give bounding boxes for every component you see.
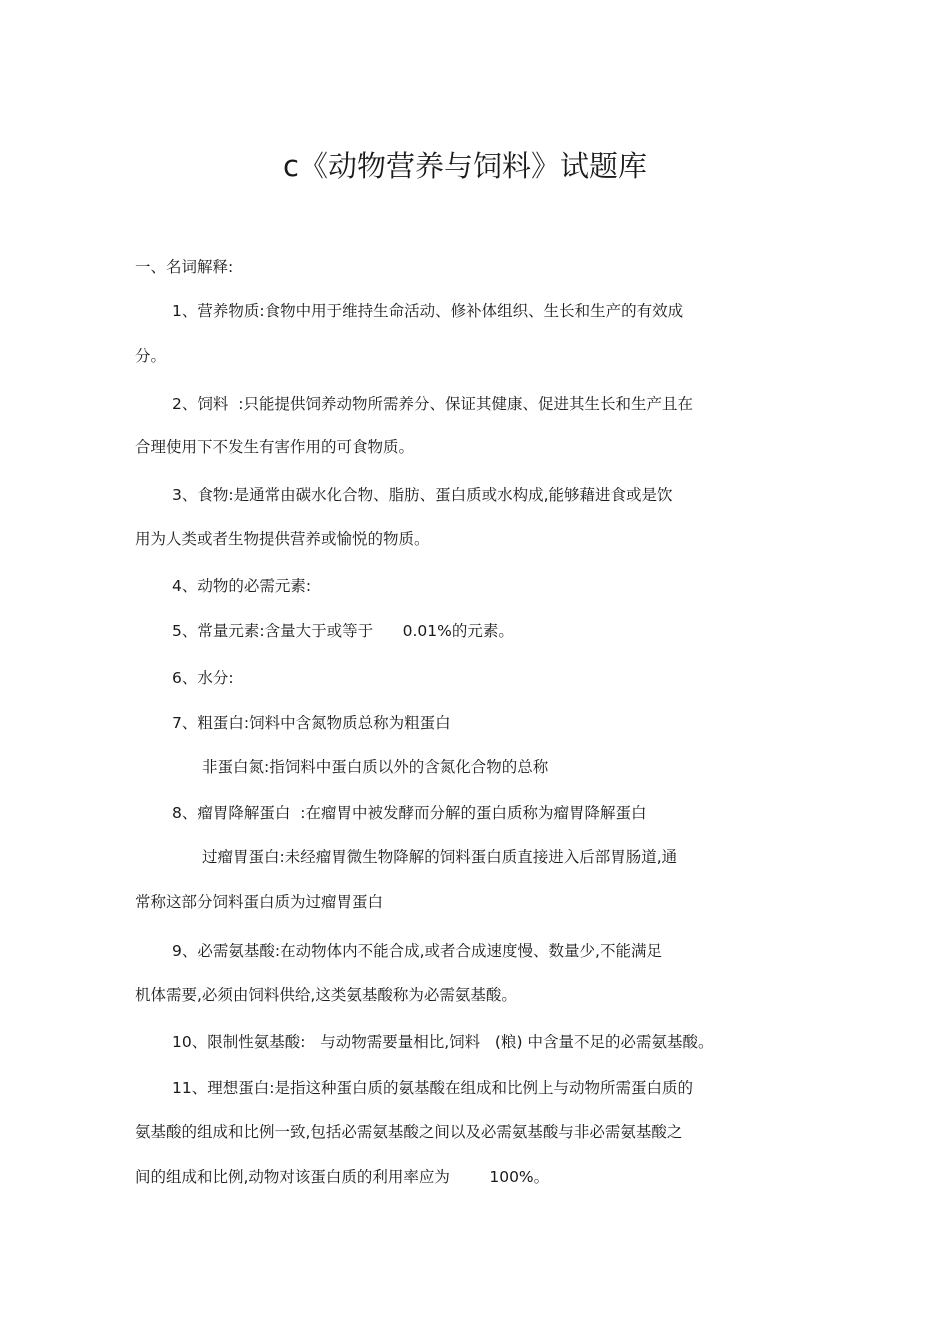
definition-line: 9、必需氨基酸:在动物体内不能合成,或者合成速度慢、数量少,不能满足 [172, 942, 662, 960]
definition-line: 分。 [135, 347, 167, 365]
definition-line: 氨基酸的组成和比例一致,包括必需氨基酸之间以及必需氨基酸与非必需氨基酸之 [135, 1123, 683, 1141]
definition-line: 2、饲料 :只能提供饲养动物所需养分、保证其健康、促进其生长和生产且在 [172, 395, 693, 413]
definition-line: 1、营养物质:食物中用于维持生命活动、修补体组织、生长和生产的有效成 [172, 302, 684, 320]
definition-line: 7、粗蛋白:饲料中含氮物质总称为粗蛋白 [172, 714, 451, 732]
definition-line: 合理使用下不发生有害作用的可食物质。 [135, 438, 415, 456]
document-title: c《动物营养与饲料》试题库 [283, 149, 647, 183]
definition-line: 10、限制性氨基酸: 与动物需要量相比,饲料 (粮) 中含量不足的必需氨基酸。 [172, 1033, 714, 1051]
definition-line: 机体需要,必须由饲料供给,这类氨基酸称为必需氨基酸。 [135, 986, 517, 1004]
definition-line: 间的组成和比例,动物对该蛋白质的利用率应为 100%。 [135, 1168, 550, 1186]
definition-line: 3、食物:是通常由碳水化合物、脂肪、蛋白质或水构成,能够藉进食或是饮 [172, 486, 673, 504]
definition-line: 11、理想蛋白:是指这种蛋白质的氨基酸在组成和比例上与动物所需蛋白质的 [172, 1079, 693, 1097]
definition-line: 6、水分: [172, 669, 234, 687]
section-heading: 一、名词解释: [135, 258, 234, 276]
definition-line: 5、常量元素:含量大于或等于 0.01%的元素。 [172, 622, 514, 640]
definition-line: 8、瘤胃降解蛋白 :在瘤胃中被发酵而分解的蛋白质称为瘤胃降解蛋白 [172, 804, 647, 822]
definition-line: 4、动物的必需元素: [172, 577, 312, 595]
definition-line: 用为人类或者生物提供营养或愉悦的物质。 [135, 530, 430, 548]
definition-line: 常称这部分饲料蛋白质为过瘤胃蛋白 [135, 893, 384, 911]
definition-line: 非蛋白氮:指饲料中蛋白质以外的含氮化合物的总称 [202, 758, 549, 776]
definition-line: 过瘤胃蛋白:未经瘤胃微生物降解的饲料蛋白质直接进入后部胃肠道,通 [202, 848, 678, 866]
